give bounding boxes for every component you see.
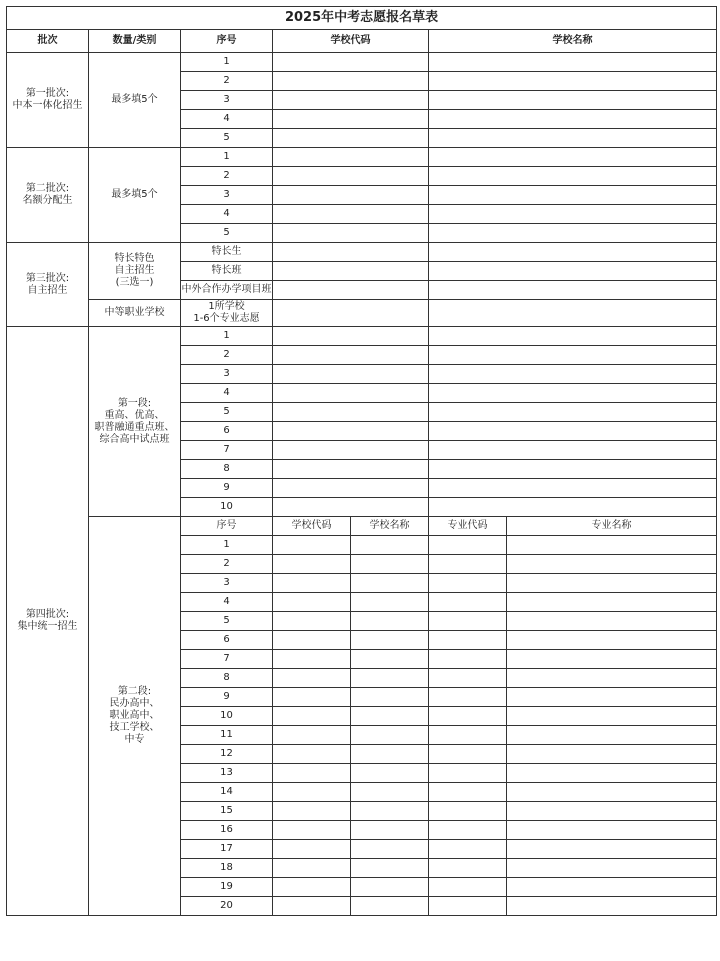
school-name-cell[interactable] (351, 574, 429, 593)
school-name-cell[interactable] (429, 441, 717, 460)
major-name-cell[interactable] (507, 783, 717, 802)
seq-number: 8 (181, 460, 273, 479)
school-name-cell[interactable] (429, 384, 717, 403)
school-name-cell[interactable] (351, 707, 429, 726)
school-name-cell[interactable] (429, 129, 717, 148)
school-name-cell[interactable] (429, 148, 717, 167)
seq-number: 9 (181, 479, 273, 498)
school-code-cell[interactable] (273, 281, 429, 300)
batch-1-row (7, 53, 717, 72)
school-name-cell[interactable] (351, 859, 429, 878)
vocational-label: 中等职业学校 (89, 300, 181, 327)
seq-number: 17 (181, 840, 273, 859)
school-code-cell[interactable] (273, 479, 429, 498)
school-name-cell[interactable] (429, 281, 717, 300)
school-code-cell[interactable] (273, 365, 429, 384)
header-batch: 批次 (7, 30, 89, 53)
major-name-cell[interactable] (507, 669, 717, 688)
major-code-cell[interactable] (429, 764, 507, 783)
seq-number: 8 (181, 669, 273, 688)
school-name-cell[interactable] (351, 650, 429, 669)
header-school-name: 学校名称 (429, 30, 717, 53)
major-name-cell[interactable] (507, 802, 717, 821)
school-code-cell[interactable] (273, 669, 351, 688)
header-row (7, 30, 717, 53)
school-name-cell[interactable] (429, 262, 717, 281)
major-code-cell[interactable] (429, 897, 507, 916)
school-name-cell[interactable] (429, 365, 717, 384)
form-table (6, 6, 717, 916)
seq-number: 2 (181, 346, 273, 365)
school-code-cell[interactable] (273, 555, 351, 574)
stage-2-header-major-code: 专业代码 (429, 517, 507, 536)
header-quantity: 数量/类别 (89, 30, 181, 53)
school-code-cell[interactable] (273, 327, 429, 346)
batch-3-row (7, 243, 717, 262)
major-code-cell[interactable] (429, 669, 507, 688)
seq-number: 9 (181, 688, 273, 707)
school-code-cell[interactable] (273, 129, 429, 148)
seq-number: 1 (181, 327, 273, 346)
school-name-cell[interactable] (351, 764, 429, 783)
major-code-cell[interactable] (429, 688, 507, 707)
seq-number: 5 (181, 612, 273, 631)
school-name-cell[interactable] (351, 878, 429, 897)
major-name-cell[interactable] (507, 612, 717, 631)
seq-number: 1 (181, 148, 273, 167)
special-item: 特长班 (181, 262, 273, 281)
school-name-cell[interactable] (429, 205, 717, 224)
school-code-cell[interactable] (273, 422, 429, 441)
seq-number: 5 (181, 224, 273, 243)
batch-4-stage-1-row (7, 327, 717, 346)
major-name-cell[interactable] (507, 764, 717, 783)
seq-number: 4 (181, 593, 273, 612)
school-code-cell[interactable] (273, 593, 351, 612)
form-title: 2025年中考志愿报名草表 (7, 7, 717, 30)
school-code-cell[interactable] (273, 91, 429, 110)
school-name-cell[interactable] (429, 403, 717, 422)
major-name-cell[interactable] (507, 859, 717, 878)
seq-number: 6 (181, 422, 273, 441)
school-code-cell[interactable] (273, 536, 351, 555)
school-code-cell[interactable] (273, 745, 351, 764)
seq-number: 15 (181, 802, 273, 821)
school-code-cell[interactable] (273, 764, 351, 783)
school-code-cell[interactable] (273, 802, 351, 821)
school-code-cell[interactable] (273, 110, 429, 129)
school-name-cell[interactable] (429, 110, 717, 129)
seq-number: 3 (181, 91, 273, 110)
header-seq: 序号 (181, 30, 273, 53)
seq-number: 7 (181, 441, 273, 460)
school-name-cell[interactable] (429, 346, 717, 365)
batch-4-label: 第四批次: 集中统一招生 (7, 327, 89, 916)
major-name-cell[interactable] (507, 536, 717, 555)
seq-number: 7 (181, 650, 273, 669)
major-name-cell[interactable] (507, 726, 717, 745)
major-name-cell[interactable] (507, 745, 717, 764)
batch-3-vocational-row (7, 300, 717, 327)
vocational-item: 1所学校 1-6个专业志愿 (181, 300, 273, 327)
school-name-cell[interactable] (429, 243, 717, 262)
school-name-cell[interactable] (351, 840, 429, 859)
school-code-cell[interactable] (273, 650, 351, 669)
school-name-cell[interactable] (351, 631, 429, 650)
school-code-cell[interactable] (273, 384, 429, 403)
school-code-cell[interactable] (273, 53, 429, 72)
header-school-code: 学校代码 (273, 30, 429, 53)
school-code-cell[interactable] (273, 840, 351, 859)
school-code-cell[interactable] (273, 498, 429, 517)
seq-number: 3 (181, 574, 273, 593)
stage-1-label: 第一段: 重高、优高、 职普融通重点班、 综合高中试点班 (89, 327, 181, 517)
school-name-cell[interactable] (351, 536, 429, 555)
school-name-cell[interactable] (429, 72, 717, 91)
stage-2-label: 第二段: 民办高中、 职业高中、 技工学校、 中专 (89, 517, 181, 916)
school-code-cell[interactable] (273, 707, 351, 726)
batch-1-quantity: 最多填5个 (89, 53, 181, 148)
major-code-cell[interactable] (429, 612, 507, 631)
major-code-cell[interactable] (429, 707, 507, 726)
seq-number: 4 (181, 205, 273, 224)
major-name-cell[interactable] (507, 650, 717, 669)
school-code-cell[interactable] (273, 186, 429, 205)
school-code-cell[interactable] (273, 897, 351, 916)
stage-2-header-school-name: 学校名称 (351, 517, 429, 536)
major-name-cell[interactable] (507, 821, 717, 840)
major-name-cell[interactable] (507, 688, 717, 707)
school-name-cell[interactable] (429, 460, 717, 479)
school-code-cell[interactable] (273, 403, 429, 422)
major-name-cell[interactable] (507, 707, 717, 726)
seq-number: 14 (181, 783, 273, 802)
major-code-cell[interactable] (429, 574, 507, 593)
major-code-cell[interactable] (429, 783, 507, 802)
school-code-cell[interactable] (273, 688, 351, 707)
seq-number: 4 (181, 110, 273, 129)
major-name-cell[interactable] (507, 840, 717, 859)
school-name-cell[interactable] (351, 688, 429, 707)
major-code-cell[interactable] (429, 555, 507, 574)
major-name-cell[interactable] (507, 878, 717, 897)
school-code-cell[interactable] (273, 148, 429, 167)
school-code-cell[interactable] (273, 167, 429, 186)
school-name-cell[interactable] (351, 593, 429, 612)
major-code-cell[interactable] (429, 840, 507, 859)
application-form (6, 6, 717, 916)
seq-number: 19 (181, 878, 273, 897)
school-code-cell[interactable] (273, 726, 351, 745)
stage-2-header-school-code: 学校代码 (273, 517, 351, 536)
school-name-cell[interactable] (351, 821, 429, 840)
school-name-cell[interactable] (429, 327, 717, 346)
seq-number: 10 (181, 707, 273, 726)
batch-2-quantity: 最多填5个 (89, 148, 181, 243)
school-name-cell[interactable] (351, 726, 429, 745)
school-name-cell[interactable] (429, 224, 717, 243)
school-code-cell[interactable] (273, 205, 429, 224)
school-name-cell[interactable] (429, 186, 717, 205)
major-name-cell[interactable] (507, 555, 717, 574)
stage-2-header-major-name: 专业名称 (507, 517, 717, 536)
school-code-cell[interactable] (273, 859, 351, 878)
school-name-cell[interactable] (351, 555, 429, 574)
school-code-cell[interactable] (273, 574, 351, 593)
major-code-cell[interactable] (429, 802, 507, 821)
major-code-cell[interactable] (429, 859, 507, 878)
school-name-cell[interactable] (351, 669, 429, 688)
school-code-cell[interactable] (273, 612, 351, 631)
special-item: 特长生 (181, 243, 273, 262)
seq-number: 3 (181, 186, 273, 205)
seq-number: 3 (181, 365, 273, 384)
school-code-cell[interactable] (273, 878, 351, 897)
school-name-cell[interactable] (351, 802, 429, 821)
batch-2-label: 第二批次: 名额分配生 (7, 148, 89, 243)
school-code-cell[interactable] (273, 72, 429, 91)
seq-number: 16 (181, 821, 273, 840)
school-code-cell[interactable] (273, 441, 429, 460)
batch-1-label: 第一批次: 中本一体化招生 (7, 53, 89, 148)
school-code-cell[interactable] (273, 243, 429, 262)
major-code-cell[interactable] (429, 631, 507, 650)
major-name-cell[interactable] (507, 593, 717, 612)
school-code-cell[interactable] (273, 224, 429, 243)
school-name-cell[interactable] (429, 479, 717, 498)
seq-number: 20 (181, 897, 273, 916)
major-code-cell[interactable] (429, 536, 507, 555)
major-name-cell[interactable] (507, 574, 717, 593)
seq-number: 4 (181, 384, 273, 403)
batch-3-special-label: 特长特色 自主招生 (三选一) (89, 243, 181, 300)
school-name-cell[interactable] (351, 612, 429, 631)
school-code-cell[interactable] (273, 300, 429, 327)
seq-number: 10 (181, 498, 273, 517)
seq-number: 18 (181, 859, 273, 878)
major-code-cell[interactable] (429, 650, 507, 669)
stage-2-header-row (7, 517, 717, 536)
school-name-cell[interactable] (351, 783, 429, 802)
seq-number: 5 (181, 403, 273, 422)
seq-number: 12 (181, 745, 273, 764)
special-item: 中外合作办学项目班 (181, 281, 273, 300)
school-name-cell[interactable] (429, 422, 717, 441)
stage-2-header-seq: 序号 (181, 517, 273, 536)
seq-number: 1 (181, 53, 273, 72)
seq-number: 5 (181, 129, 273, 148)
major-code-cell[interactable] (429, 593, 507, 612)
seq-number: 2 (181, 555, 273, 574)
seq-number: 11 (181, 726, 273, 745)
school-name-cell[interactable] (429, 91, 717, 110)
seq-number: 13 (181, 764, 273, 783)
major-code-cell[interactable] (429, 726, 507, 745)
school-code-cell[interactable] (273, 262, 429, 281)
school-name-cell[interactable] (429, 300, 717, 327)
major-code-cell[interactable] (429, 745, 507, 764)
seq-number: 2 (181, 72, 273, 91)
school-code-cell[interactable] (273, 460, 429, 479)
school-name-cell[interactable] (429, 498, 717, 517)
school-code-cell[interactable] (273, 346, 429, 365)
major-code-cell[interactable] (429, 878, 507, 897)
school-name-cell[interactable] (351, 745, 429, 764)
major-code-cell[interactable] (429, 821, 507, 840)
batch-2-row (7, 148, 717, 167)
school-name-cell[interactable] (429, 53, 717, 72)
major-name-cell[interactable] (507, 631, 717, 650)
school-code-cell[interactable] (273, 631, 351, 650)
school-name-cell[interactable] (351, 897, 429, 916)
seq-number: 2 (181, 167, 273, 186)
major-name-cell[interactable] (507, 897, 717, 916)
seq-number: 1 (181, 536, 273, 555)
school-code-cell[interactable] (273, 821, 351, 840)
school-code-cell[interactable] (273, 783, 351, 802)
school-name-cell[interactable] (429, 167, 717, 186)
seq-number: 6 (181, 631, 273, 650)
batch-3-label: 第三批次: 自主招生 (7, 243, 89, 327)
